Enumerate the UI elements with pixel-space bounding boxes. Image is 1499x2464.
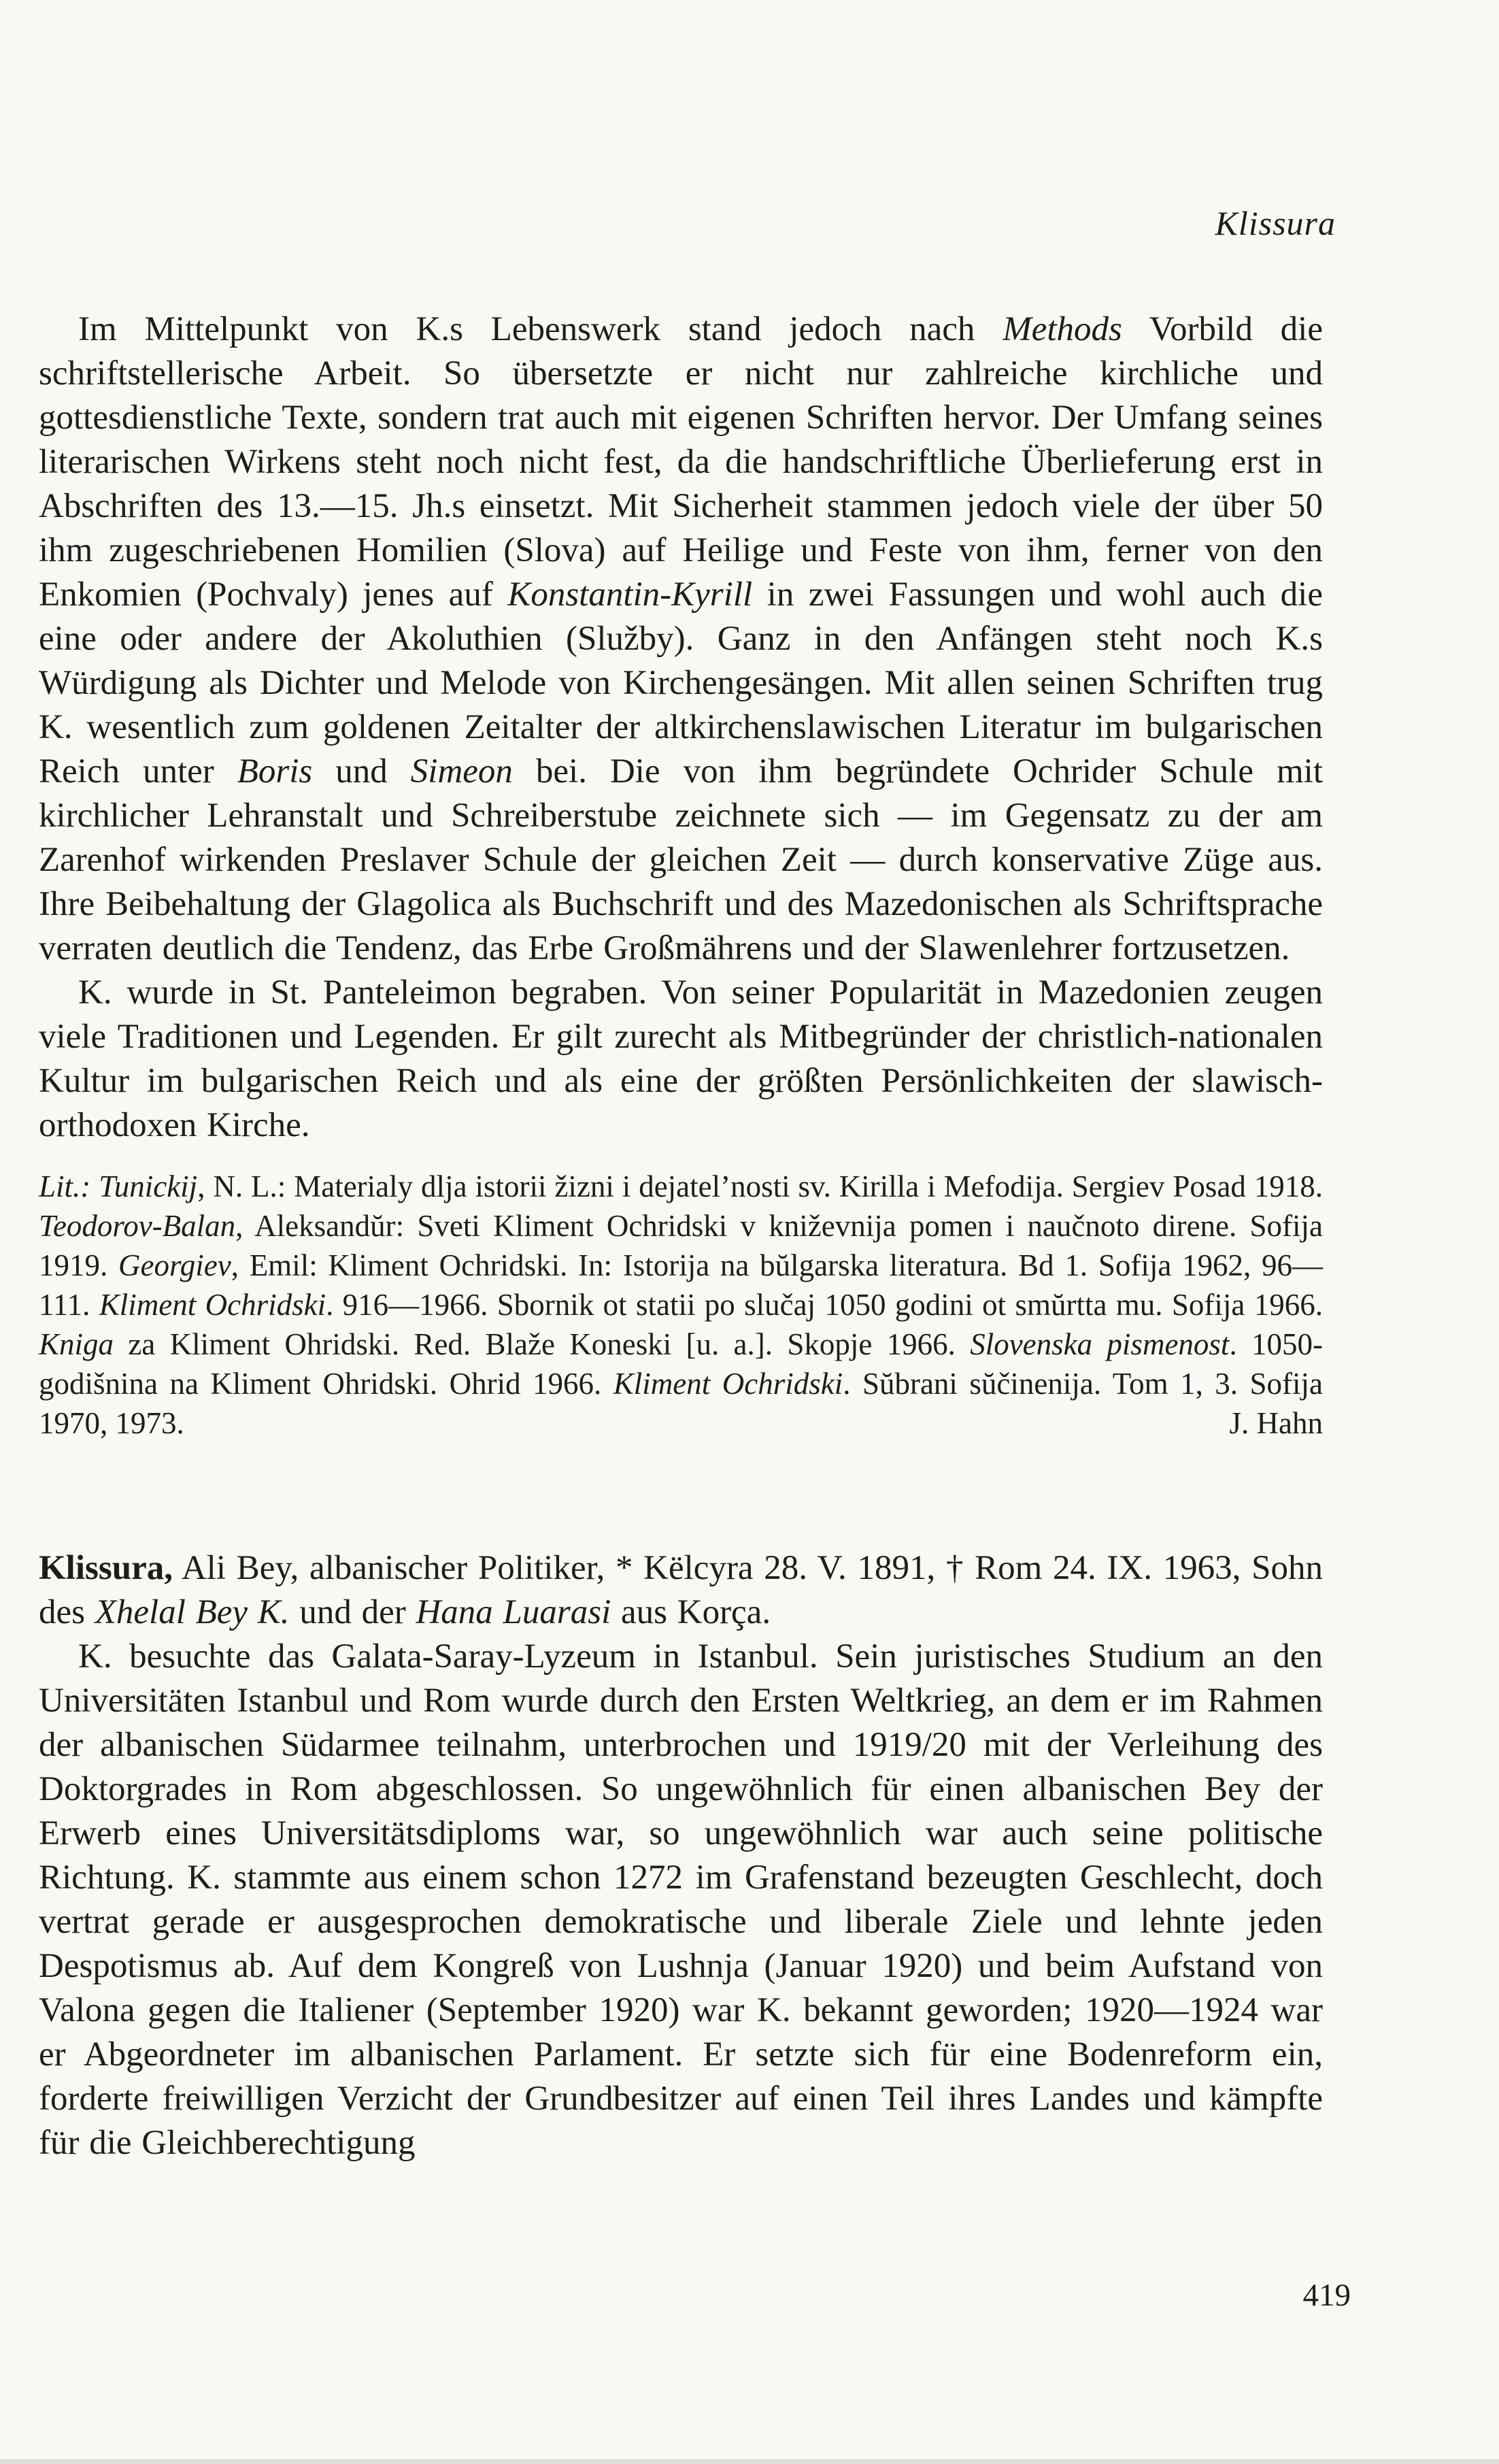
paragraph-biografie: K. besuchte das Galata-Saray-Lyzeum in Istanbul. Sein juristisches Studium an den Universitäten Istanbul und Rom wurde durch den Ersten Weltkrieg, an dem er im Rahmen der albanischen Südarmee teilnahm, unterbrochen und 1919/20 mit der Verleihung des Doktorgrades in Rom abgeschlossen. So ungewöhnlich für einen albanischen Bey der Erwerb eines Universitätsdiploms war, so ungewöhnlich war auch seine politische Richtung. K. stammte aus einem schon 1272 im Grafenstand bezeugten Geschlecht, doch vertrat gerade er ausgesprochen demokratische und liberale Ziele und lehnte jeden Despotismus ab. Auf dem Kongreß von Lushnja (Januar 1920) und beim Aufstand von Valona gegen die Italiener (September 1920) war K. bekannt geworden; 1920—1924 war er Abgeordneter im albanischen Parlament. Er setzte sich für eine Bodenreform ein, forderte freiwilligen Verzicht der Grundbesitzer auf einen Teil ihres Landes und kämpfte für die Gleichberechtigung — [39, 1637, 1323, 2162]
scan-bottom-edge — [0, 2459, 1499, 2464]
paragraph-begraebnis: K. wurde in St. Panteleimon begraben. Von seiner Popularität in Mazedonien zeugen viele Traditionen und Legenden. Er gilt zurecht als Mitbegründer der christlich-nationalen Kultur im bulgarischen Reich und als eine der größten Persönlichkeiten der slawisch-orthodoxen Kirche. — [39, 973, 1323, 1144]
running-head: Klissura — [1215, 204, 1336, 242]
article-kliment-ochridski — [39, 307, 1323, 1443]
article-klissura — [39, 1546, 1323, 2165]
literature-block — [39, 1167, 1323, 1443]
paragraph-lebenswerk: Im Mittelpunkt von K.s Lebenswerk stand jedoch nach Methods Vorbild die schriftstellerische Arbeit. So übersetzte er nicht nur zahlreiche kirchliche und gottesdienstliche Texte, sondern trat auch mit eigenen Schriften hervor. Der Umfang seines literarischen Wirkens steht noch nicht fest, da die handschriftliche Überlieferung erst in Abschriften des 13.—15. Jh.s einsetzt. Mit Sicherheit stammen jedoch viele der über 50 ihm zugeschriebenen Homilien (Slova) auf Heilige und Feste von ihm, ferner von den Enkomien (Pochvaly) jenes auf Konstantin-Kyrill in zwei Fassungen und wohl auch die eine oder andere der Akoluthien (Služby). Ganz in den Anfängen steht noch K.s Würdigung als Dichter und Melode von Kirchengesängen. Mit allen seinen Schriften trug K. wesentlich zum goldenen Zeitalter der altkirchenslawischen Literatur im bulgarischen Reich unter Boris und Simeon bei. Die von ihm begründete Ochrider Schule mit kirchlicher Lehranstalt und Schreiberstube zeichnete sich — im Gegensatz zu der am Zarenhof wirkenden Preslaver Schule der gleichen Zeit — durch konservative Züge aus. Ihre Beibehaltung der Glagolica als Buchschrift und des Mazedonischen als Schriftsprache verraten deutlich die Tendenz, das Erbe Großmährens und der Slawenlehrer fortzusetzen. — [39, 310, 1324, 967]
entry-headword-line: Klissura, Ali Bey, albanischer Politiker, * Këlcyra 28. V. 1891, † Rom 24. IX. 1963, Sohn des Xhelal Bey K. und der Hana Luarasi aus Korça. — [39, 1549, 1323, 1631]
page-content — [39, 307, 1323, 2165]
page-number: 419 — [1302, 2278, 1351, 2313]
author-signature: J. Hahn — [1209, 1403, 1323, 1443]
literature-text: Lit.: Tunickij, N. L.: Materialy dlja istorii žizni i dejatel’nosti sv. Kirilla i Mefodija. Sergiev Posad 1918. Teodorov-Balan, Aleksandŭr: Sveti Kliment Ochridski v kniževnija pomen i naučnoto direne. Sofija 1919. Georgiev, Emil: Kliment Ochridski. In: Istorija na bŭlgarska literatura. Bd 1. Sofija 1962, 96—111. Kliment Ochridski. 916—1966. Sbornik ot statii po slučaj 1050 godini ot smŭrtta mu. Sofija 1966. Kniga za Kliment Ohridski. Red. Blaže Koneski [u. a.]. Skopje 1966. Slovenska pismenost. 1050-godišnina na Kliment Ohridski. Ohrid 1966. Kliment Ochridski. Sŭbrani sŭčinenija. Tom 1, 3. Sofija 1970, 1973. — [39, 1169, 1324, 1440]
